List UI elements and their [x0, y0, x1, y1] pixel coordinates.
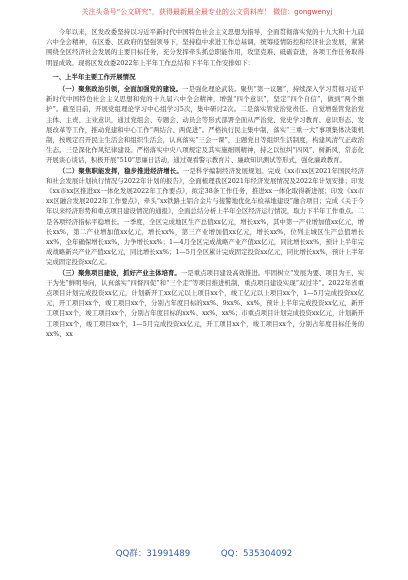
paragraph-party-building [46, 84, 364, 166]
intro-paragraph: 今年以来，区发改委坚持以习近平新时代中国特色社会主义思想为指导，全面贯彻落实党的十九大和十九届六中全会精神，在区委、区政府的坚强领导下，坚持稳中求进工作总基调，统筹疫情防控和经济社会发展，紧紧围绕全区经济社会发展的主要目标任务，充分发挥牵头抓总职能作用，攻坚克难、砥砺奋进，各项工作任务取得明显成效。现将区发改委2022年上半年工作总结和下半年工作安排如下： [46, 28, 364, 67]
document-body [46, 27, 364, 532]
subsection-heading: （一）聚焦政治引领，全面加强党的建设。 [58, 85, 183, 94]
subsection-heading: （三）聚焦项目建设，抓好产业主体培育。 [58, 268, 181, 277]
subsection-body: 一是重点项目建设高效推进。牢固树立“发展为要、项目为王、实干为先”鲜明导向，认真落实“四督四促”和“三个走”等项目推进机制，重点项目建设实现“双过半”。2022年省重点项目计划完成投资xx亿元，计划新开工xx亿元以上项目xx个，竣工亿元以上项目xx个，1—5月完成投资xx亿元，开工项目xx个，竣工项目xx个，分别占年度目标的xx%、9xx%、xx%，预计上半年完成投资xx亿元，新开工项目xx个，竣工项目xx个，分别占年度目标的xx%、xx%、xx%；市重点项目计划完成投资xx亿元，计划新开工项目xx个，竣工项目xx个，1—5月完成投资xx亿元，开工项目xx个，竣工项目xx个，分别占年度目标任务的xx%、xx [46, 268, 364, 338]
paragraph-project-construction [46, 268, 364, 339]
qq-contact-text: QQ：535304092 [220, 549, 293, 559]
qq-group-text: QQ群：31991489 [115, 549, 191, 559]
paragraph-economic-growth [46, 166, 364, 268]
contact-footer [0, 547, 408, 561]
subsection-body: 一是科学编制经济发展规划。完成《xx市xx区2021年国民经济和社会发展计划执行情况与2022年计划的报告》，全面梳理我区2021年经济发展情况及2022年计划安排；印发《xx市xx区推进xx一体化发展2022年工作要点》，拟定38条工作任务，推进xx一体化取得新进展；印发《xx市xx区融合发展2022年工作要点》，牵头“xx铁路土铝合金片与接警地优化车检基地建设”融合项目；完成《关于今年以来经济形势和重点项目建设情况的通报》，全面总结分析上半年全区经济运行情况，取力下半年工作重点。二是各项经济指标平稳增长。一季度，全区完成地区生产总值xx亿元，增长xx%，其中第一产业增加值xx亿元，增长xx%，第二产业增加值xx亿元，增长xx%，第三产业增加值xx亿元，增长xx%，位列主城区生产总值增长xx%，全年确保增长xx%，力争增长xx%；1—4月全区完成战略产业产值xx亿元，同比增长xx%，预计上半年完成战略新兴产业产值xx亿元，同比增长xx%；1—5月全区累计完成固定投资xx亿元，同比增长xx%，预计上半年完成固定投资xx亿元。 [46, 166, 364, 267]
subsection-body: 一是强化理论武装。聚焦“第一议题”，持续深入学习贯彻习近平新时代中国特色社会主义思想和党的十九届六中全会精神，增强“四个意识”，坚定“四个自信”，做到“两个维护”。截至目前，开展党组理论学习中心组学习5次，集中研讨2次。二是落实管党治党责任。自觉增强管党治党主体、主责、主业意识，通过党组会、专题会、动员会等形式部署全面从严治党、党史学习教育、意识形态、发展改革等工作，推动党建和中心工作“两结合、两促进”。严格执行民主集中制，落实“三重一大”事项集体决策机制，按规定召开民主生活会和组织生活会，认真落实“三会一课”，主题党日等组织生活制度，构建风清气正政治生态。三是深化作风纪律建设。严格落实中央八项规定及其实施细则精神，持之以恒纠“四风”、树新风，常态化开展谈心谈话，积极开展“510”思廉日活动，通过观看警示教育片、廉政知识测试等形式，强化廉政教育。 [46, 85, 364, 165]
section-heading: 一、上半年主要工作开展情况 [52, 72, 136, 81]
promo-banner[interactable]: 关注头条号“公文研究”，获得最新最全最专业的公文资料库！ 微信：gongwenyj [81, 8, 333, 16]
subsection-heading: （二）聚焦职能发挥，稳步推进经济增长。 [58, 166, 183, 175]
